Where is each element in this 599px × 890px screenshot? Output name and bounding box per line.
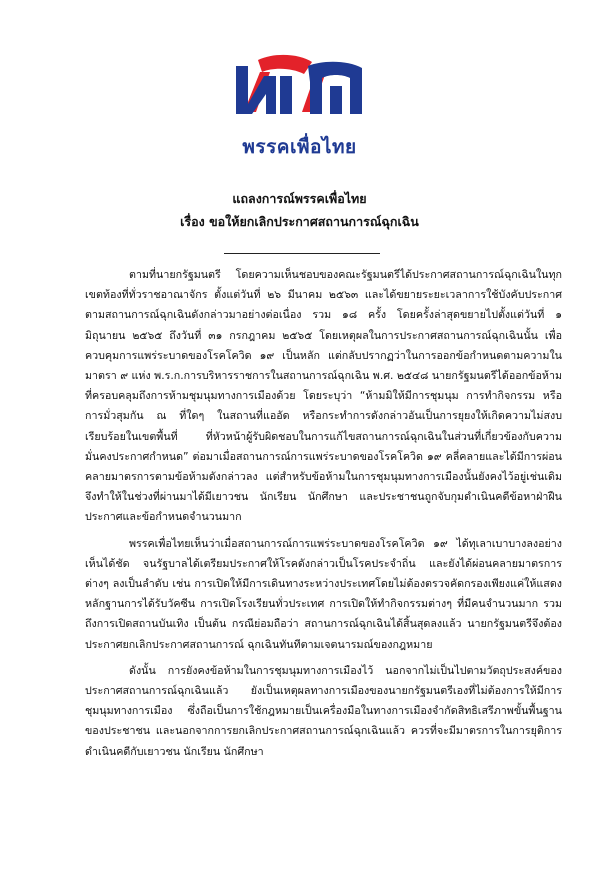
- heading-divider: [224, 253, 380, 254]
- logo-red-stroke-1: [258, 55, 312, 74]
- logo-blue-letter-1: [236, 66, 276, 114]
- paragraph-2: พรรคเพื่อไทยเห็นว่าเมื่อสถานการณ์การแพร่ระบาดของโรคโควิด ๑๙ ได้ทุเลาเบาบางลงอย่างเห็นได้ชัด จนรัฐบาลได้เตรียมประกาศให้โรคดังกล่าวเป็นโรคประจำถิ่น และยังได้ผ่อนคลายมาตรการต่างๆ ลงเป็นลำดับ เช่น การเปิดให้มีการเดินทางระหว่างประเทศโดยไม่ต้องตรวจคัดกรองเพียงแค่ให้แสดงหลักฐานการได้รับวัคซีน การเปิดโรงเรียนทั่วประเทศ การเปิดให้ทำกิจกรรมต่างๆ ที่มีคนจำนวนมาก รวมถึงการเปิดสถานบันเทิง เป็นต้น กรณีย่อมถือว่า สถานการณ์ฉุกเฉินได้สิ้นสุดลงแล้ว นายกรัฐมนตรีจึงต้องประกาศยกเลิกประกาศสถานการณ์ ฉุกเฉินทันทีตามเจตนารมณ์ของกฎหมาย: [85, 536, 562, 651]
- logo-blue-letter-2: [280, 76, 292, 114]
- party-logo: [0, 52, 599, 157]
- statement-heading: [0, 187, 599, 233]
- paragraph-3: ดังนั้น การยังคงข้อห้ามในการชุมนุมทางการเมืองไว้ นอกจากไม่เป็นไปตามวัตถุประสงค์ของประกาศสถานการณ์ฉุกเฉินแล้ว ยังเป็นเหตุผลทางการเมืองของนายกรัฐมนตรีเองที่ไม่ต้องการให้มีการชุมนุมทางการเมือง ซึ่งถือเป็นการใช้กฎหมายเป็นเครื่องมือในทางการเมืองจำกัดสิทธิเสรีภาพขั้นพื้นฐานของประชาชน และนอกจากการยกเลิกประกาศสถานการณ์ฉุกเฉินแล้ว ควรที่จะมีมาตรการในการยุติการดำเนินคดีกับเยาวชน นักเรียน นักศึกษา: [85, 663, 562, 758]
- logo-blue-letter-4: [330, 86, 342, 114]
- pheu-thai-monogram-icon: [230, 52, 370, 120]
- paragraph-1: ตามที่นายกรัฐมนตรี โดยความเห็นชอบของคณะรัฐมนตรีได้ประกาศสถานการณ์ฉุกเฉินในทุกเขตท้องที่ทั่วราชอาณาจักร ตั้งแต่วันที่ ๒๖ มีนาคม ๒๕๖๓ และได้ขยายระยะเวลาการใช้บังคับประกาศตามสถานการณ์ฉุกเฉินดังกล่าวมาอย่างต่อเนื่อง รวม ๑๘ ครั้ง โดยครั้งล่าสุดขยายไปตั้งแต่วันที่ ๑ มิถุนายน ๒๕๖๕ ถึงวันที่ ๓๑ กรกฎาคม ๒๕๖๕ โดยเหตุผลในการประกาศสถานการณ์ฉุกเฉินนั้น เพื่อควบคุมการแพร่ระบาดของโรคโควิด ๑๙ เป็นหลัก แต่กลับปรากฏว่าในการออกข้อกำหนดตามความในมาตรา ๙ แห่ง พ.ร.ก.การบริหารราชการในสถานการณ์ฉุกเฉิน พ.ศ. ๒๕๔๘ นายกรัฐมนตรีได้ออกข้อห้ามที่ครอบคลุมถึงการห้ามชุมนุมทางการเมืองด้วย โดยระบุว่า “ห้ามมิให้มีการชุมนุม การทำกิจกรรม หรือการมั่วสุมกัน ณ ที่ใดๆ ในสถานที่แออัด หรือกระทำการดังกล่าวอันเป็นการยุยงให้เกิดความไม่สงบเรียบร้อยในเขตพื้นที่ ที่หัวหน้าผู้รับผิดชอบในการแก้ไขสถานการณ์ฉุกเฉินในส่วนที่เกี่ยวข้องกับความมั่นคงประกาศกำหนด” ต่อมาเมื่อสถานการณ์การแพร่ระบาดของโรคโควิด ๑๙ คลี่คลายและได้มีการผ่อนคลายมาตรการตามข้อห้ามดังกล่าวลง แต่สำหรับข้อห้ามในการชุมนุมทางการเมืองนั้นยังคงไว้อยู่เช่นเดิม จึงทำให้ในช่วงที่ผ่านมาได้มีเยาวชน นักเรียน นักศึกษา และประชาชนถูกจับกุมดำเนินคดีข้อหาฝ่าฝืนประกาศและข้อกำหนดจำนวนมาก: [85, 268, 562, 524]
- party-wordmark: พรรคเพื่อไทย: [242, 136, 357, 158]
- statement-title: แถลงการณ์พรรคเพื่อไทย: [232, 191, 367, 206]
- statement-subject: เรื่อง ขอให้ยกเลิกประกาศสถานการณ์ฉุกเฉิน: [180, 214, 419, 229]
- statement-body: [85, 265, 562, 768]
